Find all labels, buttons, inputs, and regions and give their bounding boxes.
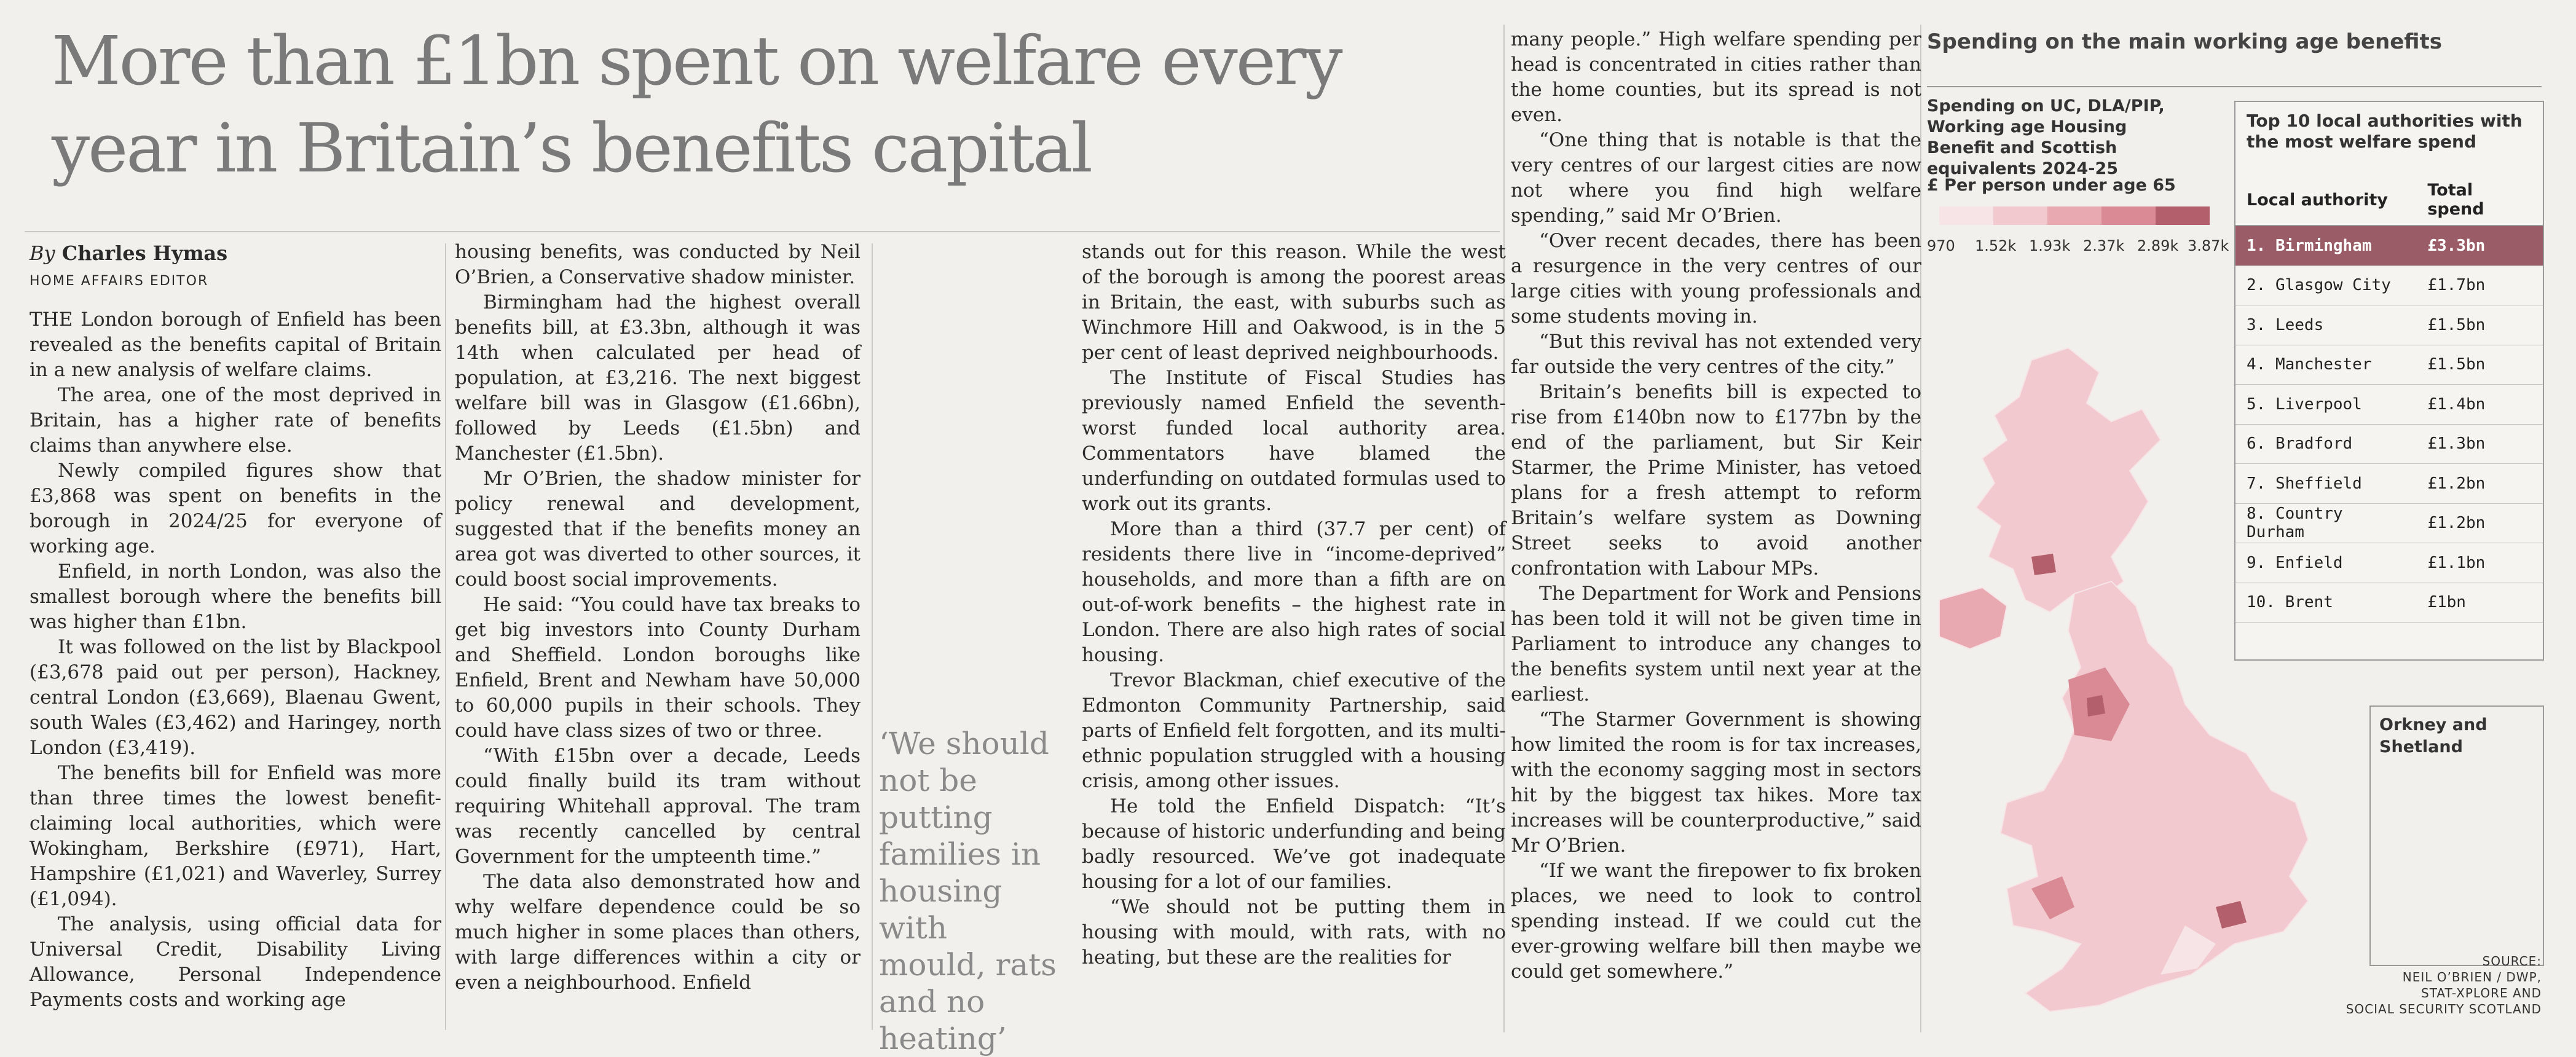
table-row [2235, 583, 2543, 623]
spend-cell: £3.3bn [2416, 226, 2543, 265]
headline: More than £1bn spent on welfare every year in Britain’s benefits capital [52, 22, 1341, 187]
legend-label: £ Per person under age 65 [1927, 176, 2176, 195]
paragraph: The data also demonstrated how and why welfare dependence could be so much higher in some places than others, with large differences within a city or even a neighbourhood. Enfield [455, 871, 861, 994]
byline-title: HOME AFFAIRS EDITOR [30, 273, 209, 289]
authority-cell: 7. Sheffield [2235, 464, 2416, 504]
paragraph: “But this revival has not extended very far outside the very centres of the city.” [1511, 331, 1921, 378]
table-row [2235, 265, 2543, 305]
map-region-glasgow [2031, 554, 2056, 575]
byline [30, 241, 441, 266]
legend-swatch [1993, 206, 2047, 225]
source-line: SOCIAL SECURITY SCOTLAND [2346, 1002, 2542, 1016]
source-line: SOURCE: [2482, 954, 2542, 969]
paragraph: many people.” High welfare spending per head is concentrated in cities rather than the home counties, but its spread is not even. [1511, 28, 1921, 126]
paragraph: housing benefits, was conducted by Neil O’Brien, a Conservative shadow minister. [455, 241, 861, 288]
legend-swatch [2156, 206, 2210, 225]
authority-cell: 8. Country Durham [2235, 503, 2416, 543]
legend-swatch [2101, 206, 2156, 225]
legend-color-scale [1939, 206, 2210, 225]
paragraph: He told the Enfield Dispatch: “It’s because of historic underfunding and being badly resourced. We’ve got inadequate housing for a lot of our families. [1082, 795, 1506, 893]
paragraph: “One thing that is notable is that the very centres of our largest cities are now not where you find high welfare spending,” said Mr O’Brien. [1511, 129, 1921, 227]
legend-tick: 2.37k [2083, 237, 2125, 254]
paragraph: “Over recent decades, there has been a resurgence in the very centres of our large cities with young professionals and some students moving in. [1511, 230, 1921, 328]
table-row [2235, 226, 2543, 265]
table-row [2235, 424, 2543, 464]
authority-cell: 5. Liverpool [2235, 385, 2416, 425]
graphic-title: Spending on the main working age benefits [1927, 29, 2442, 54]
authority-cell: 3. Leeds [2235, 305, 2416, 345]
spend-cell: £1.7bn [2416, 265, 2543, 305]
paragraph: “We should not be putting them in housing with mould, with rats, with no heating, but these are the realities for [1082, 896, 1506, 969]
table-row [2235, 503, 2543, 543]
column-header-authority: Local authority [2235, 175, 2416, 226]
map-region-scotland [1976, 348, 2160, 612]
paragraph: The benefits bill for Enfield was more than three times the lowest benefit-claiming local authorities, which were Wokingham, Berkshire (£971), Hart, Hampshire (£1,021) and Waverley, Surrey (£1,094). [30, 762, 441, 910]
paragraph: Newly compiled figures show that £3,868 was spent on benefits in the borough in 2024/25 for everyone of working age. [30, 460, 441, 557]
welfare-graphic [1927, 22, 2542, 1030]
source-credit [2346, 953, 2542, 1017]
paragraph: Birmingham had the highest overall benefits bill, at £3.3bn, although it was 14th when calculated per head of population, at £3,216. The next biggest welfare bill was in Glasgow (£1.66bn), followed by Leeds (£1.5bn) and Manchester (£1.5bn). [455, 291, 861, 465]
spend-cell: £1bn [2416, 583, 2543, 623]
paragraph: The Institute of Fiscal Studies has previously named Enfield the seventh-worst funded local authority area. Commentators have blamed the underfunding on outdated formulas used to work out its grants. [1082, 367, 1506, 515]
paragraph: THE London borough of Enfield has been revealed as the benefits capital of Britain in a new analysis of welfare claims. [30, 308, 441, 381]
paragraph: Enfield, in north London, was also the smallest borough where the benefits bill was higher than £1bn. [30, 560, 441, 633]
paragraph: Mr O’Brien, the shadow minister for policy renewal and development, suggested that if the benefits money an area got was diverted to other sources, it could boost social improvements. [455, 468, 861, 591]
paragraph: stands out for this reason. While the west of the borough is among the poorest areas in Britain, the east, with suburbs such as Winchmore Hill and Oakwood, is in the 5 per cent of least deprived neighbourhoods. [1082, 241, 1506, 364]
paragraph: The analysis, using official data for Universal Credit, Disability Living Allowance, Personal Independence Payments costs and working age [30, 913, 441, 1011]
spend-cell: £1.5bn [2416, 305, 2543, 345]
paragraph: More than a third (37.7 per cent) of residents there live in “income-deprived” households, and more than a fifth are on out-of-work benefits – the highest rate in London. There are also high rates of social housing. [1082, 518, 1506, 666]
legend-tick: 2.89k [2137, 237, 2179, 254]
authority-cell: 10. Brent [2235, 583, 2416, 623]
article-column-1 [30, 241, 441, 1013]
table-row [2235, 464, 2543, 504]
top10-title: Top 10 local authorities with the most welfare spend [2247, 111, 2523, 152]
spend-cell: £1.4bn [2416, 385, 2543, 425]
byline-name: Charles Hymas [61, 242, 228, 265]
spend-cell: £1.2bn [2416, 464, 2543, 504]
paragraph: “The Starmer Government is showing how limited the room is for tax increases, with the economy sagging most in sectors hit by the biggest tax hikes. More tax increases will be counterproductive,” said Mr O’Brien. [1511, 709, 1921, 857]
legend-tick: 3.87k [2188, 237, 2229, 254]
graphic-title-rule [1927, 86, 2542, 87]
paragraph: Trevor Blackman, chief executive of the Edmonton Community Partnership, said parts of Enfield felt forgotten, and its multi-ethnic population struggled with a housing crisis, among other issues. [1082, 669, 1506, 792]
paragraph: It was followed on the list by Blackpool (£3,678 paid out per person), Hackney, central London (£3,669), Blaenau Gwent, south Wales (£3,462) and Haringey, north London (£3,419). [30, 636, 441, 759]
table-row [2235, 385, 2543, 425]
inset-label: Orkney and Shetland [2379, 715, 2487, 756]
map-region-northern-ireland [1939, 587, 2007, 649]
spend-cell: £1.1bn [2416, 543, 2543, 583]
legend-tick: 1.93k [2029, 237, 2071, 254]
orkney-shetland-inset [2369, 705, 2544, 966]
column-header-spend: Total spend [2416, 175, 2543, 226]
authority-cell: 1. Birmingham [2235, 226, 2416, 265]
table-header-row [2235, 175, 2543, 226]
graphic-subtitle: Spending on UC, DLA/PIP, Working age Housing Benefit and Scottish equivalents 2024-25 [1927, 96, 2165, 178]
spend-cell: £1.3bn [2416, 424, 2543, 464]
paragraph: He said: “You could have tax breaks to get big investors into County Durham and Sheffield. London boroughs like Enfield, Brent and Newham have 50,000 to 60,000 pupils in their schools. They could have class sizes of two or three. [455, 594, 861, 742]
article-column-4 [1511, 27, 1921, 984]
legend-swatch [1939, 206, 1993, 225]
paragraph: The Department for Work and Pensions has been told it will not be given time in Parliament to introduce any changes to the benefits system until next year at the earliest. [1511, 583, 1921, 705]
table-row [2235, 305, 2543, 345]
paragraph: The area, one of the most deprived in Britain, has a higher rate of benefits claims than anywhere else. [30, 384, 441, 457]
authority-cell: 4. Manchester [2235, 345, 2416, 385]
paragraph: Britain’s benefits bill is expected to rise from £140bn now to £177bn by the end of the parliament, but Sir Keir Starmer, the Prime Minister, has vetoed plans for a fresh attempt to reform Britain’s welfare system as Downing Street seeks to avoid another confrontation with Labour MPs. [1511, 381, 1921, 580]
headline-rule [25, 231, 1500, 232]
top10-table [2235, 175, 2543, 623]
authority-cell: 2. Glasgow City [2235, 265, 2416, 305]
legend-swatch [2047, 206, 2101, 225]
paragraph: “With £15bn over a decade, Leeds could finally build its tram without requiring Whitehall approval. The tram was recently cancelled by central Government for the umpteenth time.” [455, 745, 861, 868]
authority-cell: 9. Enfield [2235, 543, 2416, 583]
article-column-2 [455, 240, 861, 996]
table-row [2235, 345, 2543, 385]
table-row [2235, 543, 2543, 583]
legend-tick: 1.52k [1975, 237, 2017, 254]
source-line: STAT-XPLORE AND [2421, 986, 2542, 1000]
pull-quote: ‘We should not be putting families in housing with mould, rats and no heating’ [879, 726, 1057, 1056]
byline-by: By [30, 242, 55, 265]
map-region-urban-hotspot [2087, 695, 2105, 717]
column-divider [872, 243, 873, 1030]
authority-cell: 6. Bradford [2235, 424, 2416, 464]
spend-cell: £1.5bn [2416, 345, 2543, 385]
source-line: NEIL O’BRIEN / DWP, [2402, 970, 2542, 984]
top10-table-box [2234, 101, 2544, 661]
spend-cell: £1.2bn [2416, 503, 2543, 543]
paragraph: “If we want the firepower to fix broken places, we need to look to control spending instead. If we could cut the ever-growing welfare bill then maybe we could get somewhere.” [1511, 860, 1921, 983]
article-column-3 [1082, 240, 1506, 970]
legend-tick: 970 [1927, 237, 1955, 254]
column-divider [445, 243, 446, 1030]
